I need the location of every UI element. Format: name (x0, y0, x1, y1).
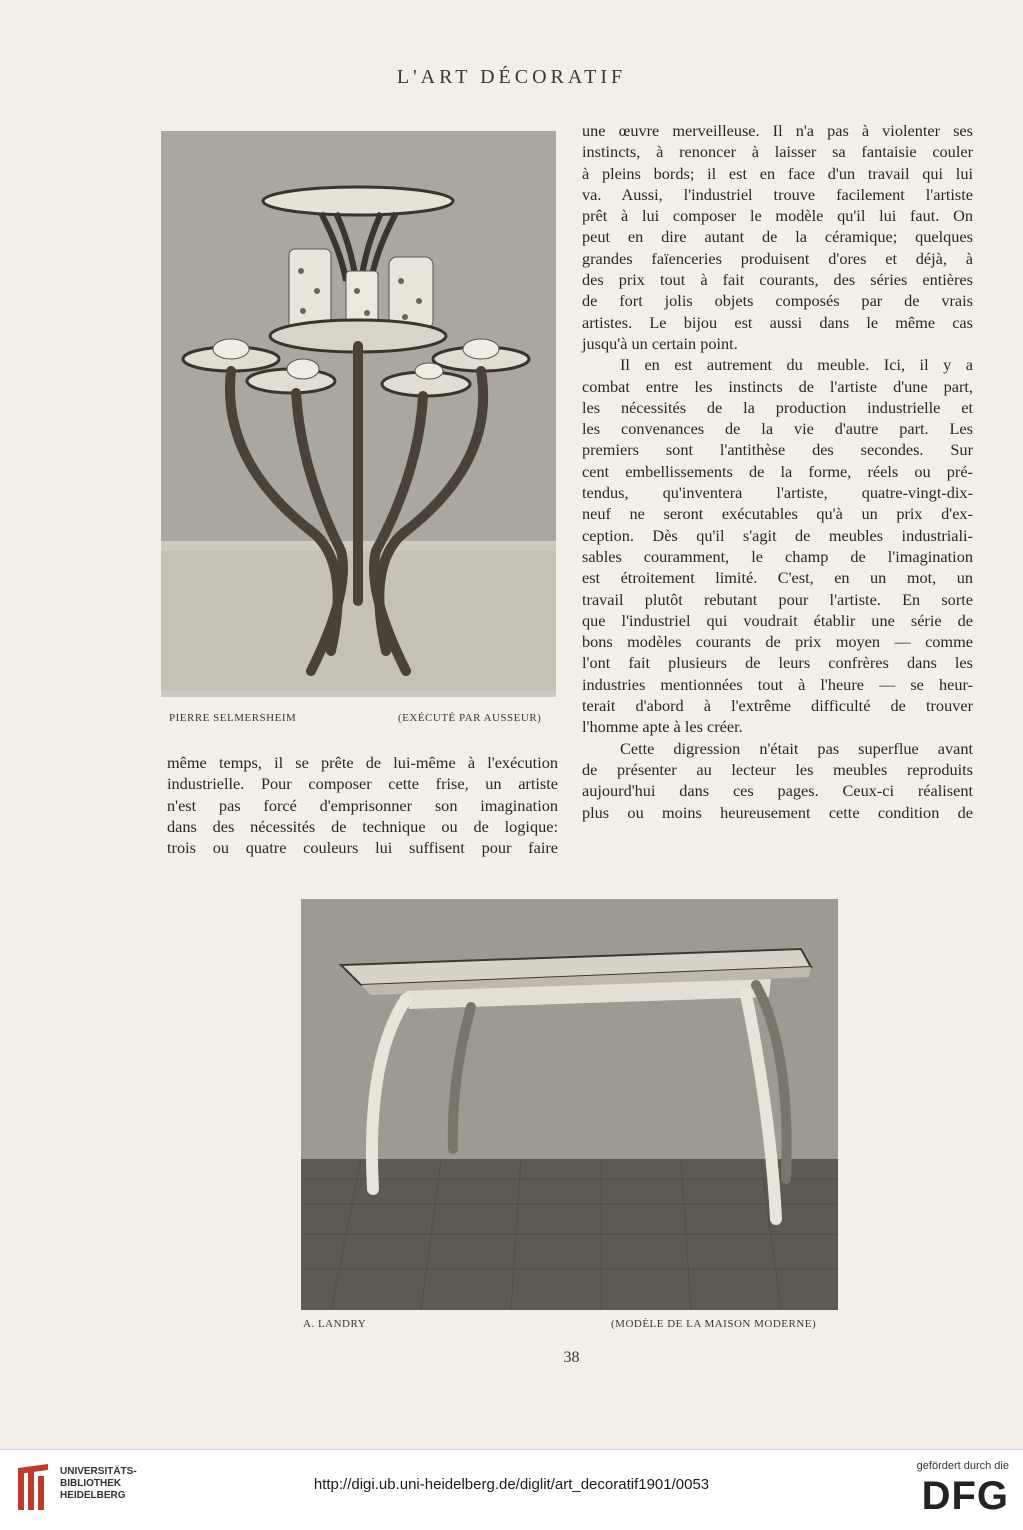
text-line: est étroitement limité. C'est, en un mot, un (582, 568, 973, 588)
text-line: combat entre les instincts de l'artiste d'une part, (582, 376, 973, 396)
text-line: premiers sont l'antithèse des secondes. Sur (582, 440, 973, 460)
article-text-left-column (167, 752, 558, 858)
figure-caption-maker: (MODÈLE DE LA MAISON MODERNE) (611, 1318, 817, 1330)
text-line: ception. Dès qu'il s'agit de meubles industriali- (582, 525, 973, 545)
digitization-footer (0, 1449, 1023, 1530)
text-line: n'est pas forcé d'emprisonner son imagination (167, 795, 558, 815)
text-line: Il en est autrement du meuble. Ici, il y a (620, 355, 973, 375)
text-line: une œuvre merveilleuse. Il n'a pas à violenter ses (582, 121, 973, 140)
article-text-right-column (582, 120, 973, 823)
running-header: L'ART DÉCORATIF (396, 66, 627, 88)
text-line: terait d'abord à l'extrême difficulté de trouver (582, 696, 973, 716)
text-line: les convenances de la vie d'autre part. Les (582, 419, 973, 439)
figure-photo-landry-table (301, 899, 838, 1310)
text-line: prêt à lui composer le modèle qu'il lui faut. On (582, 206, 973, 226)
text-line: des prix tout à fait courants, des séries entières (582, 270, 973, 290)
figure-caption-maker: (EXÉCUTÉ PAR AUSSEUR) (398, 712, 542, 724)
text-line: Cette digression n'était pas superflue avant (620, 738, 973, 758)
text-line: de fort jolis objets composés par de vrais (582, 291, 973, 311)
text-line: grandes faïenceries produisent d'ores et déjà, à (582, 248, 973, 268)
text-line: de présenter au lecteur les meubles reproduits (582, 759, 973, 779)
text-line: instincts, à renoncer à laisser sa fantaisie couler (582, 142, 973, 162)
text-line: jusqu'à un certain point. (582, 333, 738, 353)
page-number: 38 (563, 1349, 580, 1366)
text-line: tendus, qu'inventera l'artiste, quatre-vingt-dix- (582, 483, 973, 503)
text-line: neuf ne seront exécutables qu'à un prix d'ex- (582, 504, 973, 524)
text-line: artistes. Le bijou est aussi dans le même cas (582, 312, 973, 332)
text-line: même temps, il se prête de lui-même à l'exécution (167, 753, 558, 772)
text-line: les nécessités de la production industrielle et (582, 397, 973, 417)
text-line: cent embellissements de la forme, réels ou pré- (582, 461, 973, 481)
text-line: plus ou moins heureusement cette condition de (582, 802, 973, 822)
text-line: bons modèles courants de prix moyen — comme (582, 632, 973, 652)
text-line: travail plutôt rebutant pour l'artiste. En sorte (582, 589, 973, 609)
text-line: trois ou quatre couleurs lui suffisent pour faire (167, 838, 558, 858)
text-line: l'homme apte à les créer. (582, 717, 743, 737)
text-line: à pleins bords; il est en face d'un travail qui lui (582, 163, 973, 183)
figure-caption-artist: A. LANDRY (303, 1318, 367, 1330)
text-line: industries mentionnées tout à l'heure — se heur- (582, 674, 973, 694)
text-line: aujourd'hui dans ces pages. Ceux-ci réalisent (582, 781, 973, 801)
figure-caption-artist: PIERRE SELMERSHEIM (169, 712, 297, 724)
text-line: sables couramment, le champ de l'imagination (582, 546, 973, 566)
figure-photo-selmersheim-table (161, 131, 556, 697)
text-line: l'ont fait plusieurs de leurs confrères dans les (582, 653, 973, 673)
text-line: va. Aussi, l'industriel trouve facilement l'artiste (582, 184, 973, 204)
source-url-link[interactable]: http://digi.ub.uni-heidelberg.de/diglit/art_decoratif1901/0053 (313, 1476, 710, 1493)
text-line: peut en dire autant de la céramique; quelques (582, 227, 973, 247)
text-line: dans des nécessités de technique ou de logique: (167, 816, 558, 836)
dfg-logo: DFG (921, 1474, 1009, 1518)
library-name: UNIVERSITÄTS- BIBLIOTHEK HEIDELBERG (60, 1466, 137, 1501)
text-line: que l'industriel qui voudrait établir une série de (582, 610, 973, 630)
funded-by-label: gefördert durch die (916, 1460, 1009, 1472)
text-line: industrielle. Pour composer cette frise, un artiste (167, 774, 558, 794)
